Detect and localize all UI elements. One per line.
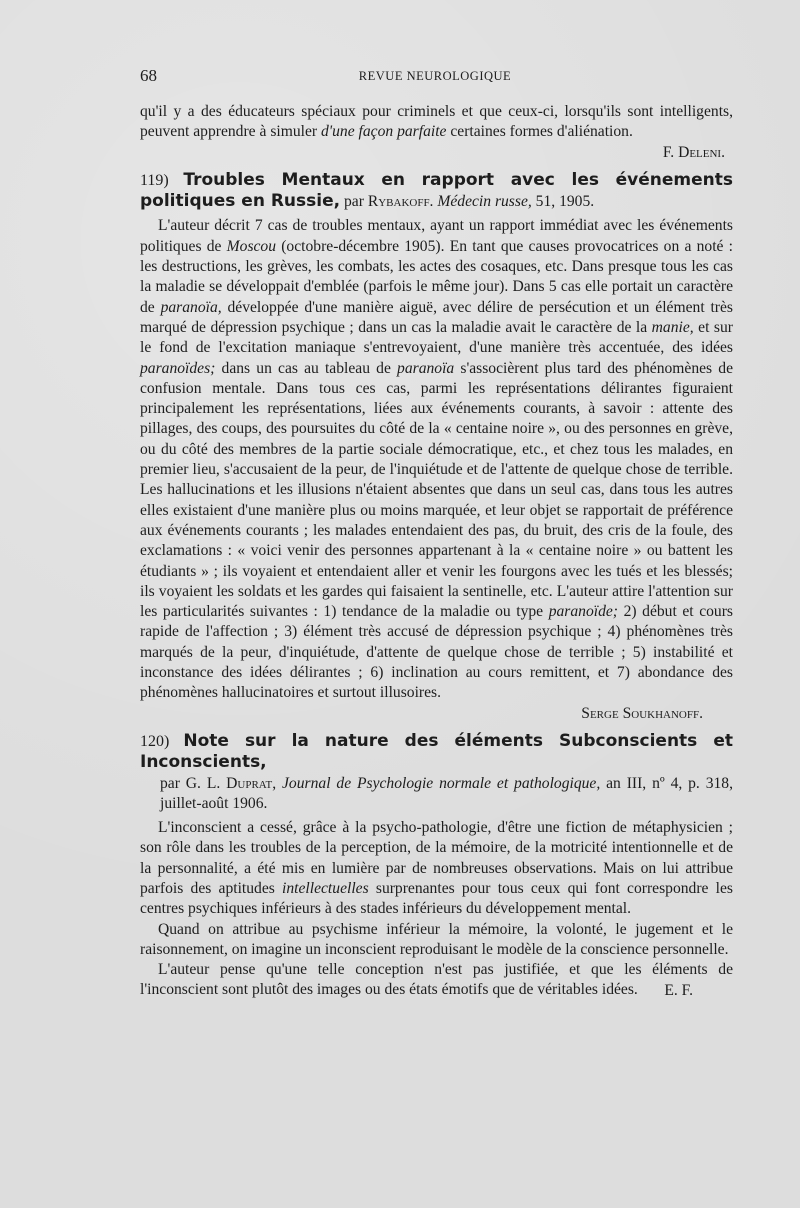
entry-author: Duprat, bbox=[226, 774, 277, 792]
emphasis: paranoïde; bbox=[548, 603, 618, 621]
text-run: 2) début et cours rapide de l'affection ; 3) élément très accusé de dépression psychique ; 4) phénomènes très marqués de la peur, d'inquiétude, d'attente de quelque chose de terrible ; 5) instabilité et inconstance des idées délirantes ; 6) inclination au cours remittent, et 7) abondance des phénomènes hallucinatoires et surtout illusoires. bbox=[140, 603, 733, 702]
entry-citation: an III, nº 4, p. 318, juillet-août 1906. bbox=[160, 774, 733, 812]
signature-text: Serge Soukhanoff. bbox=[581, 704, 703, 722]
entry-by: par G. L. bbox=[160, 774, 227, 792]
emphasis: paranoïa bbox=[397, 359, 455, 377]
continuation-text: qu'il y a des éducateurs spéciaux pour criminels et que ceux-ci, lorsqu'ils sont intelligents, peuvent apprendre à simuler bbox=[140, 103, 733, 141]
text-run: (octobre-décembre 1905). En tant que causes provocatrices on a noté : les destructions, les grèves, les combats, les actes des cosaques, etc. Dans presque tous les cas la maladie se développait d'emblée (parfois le même jour). Dans 5 cas elle portait un caractère de bbox=[140, 237, 733, 316]
emphasis: paranoïdes; bbox=[140, 359, 216, 377]
entry-120-heading bbox=[140, 731, 733, 814]
emphasis: manie, bbox=[651, 318, 694, 336]
entry-number: 119) bbox=[140, 171, 169, 189]
entry-119-title-line bbox=[140, 170, 733, 213]
continuation-paragraph bbox=[140, 102, 733, 143]
signature-deleni bbox=[140, 143, 733, 163]
page-number: 68 bbox=[140, 66, 157, 85]
emphasis: intellectuelles bbox=[282, 879, 369, 897]
emphasis: paranoïa, bbox=[160, 298, 222, 316]
text-run: surprenantes pour tous ceux qui font correspondre les centres psychiques inférieurs à des stades inférieurs du développement mental. bbox=[140, 879, 733, 918]
entry-title: Note sur la nature des éléments Subconscients et Inconscients, bbox=[140, 730, 733, 773]
continuation-text-end: certaines formes d'aliénation. bbox=[446, 123, 633, 141]
page-body bbox=[140, 102, 733, 1001]
entry-119-heading bbox=[140, 170, 733, 213]
text-run: dans un cas au tableau de bbox=[215, 359, 398, 377]
signature-text: E. F. bbox=[664, 981, 693, 999]
signature-soukhanoff bbox=[140, 704, 733, 724]
emphasis: Moscou bbox=[226, 237, 277, 255]
page-header bbox=[140, 64, 730, 88]
entry-120-citation bbox=[140, 774, 733, 815]
entry-120-paragraph-3: L'auteur pense qu'une telle conception n'est pas justifiée, et que les éléments de l'inconscient sont plutôt des images ou des états émotifs que de véritables idées. bbox=[140, 961, 733, 999]
text-run: L'auteur décrit 7 cas de troubles mentaux, ayant un rapport immédiat avec les événements politiques de bbox=[140, 217, 733, 255]
entry-title: Troubles Mentaux en rapport avec les événements politiques en Russie, bbox=[140, 169, 733, 212]
entry-120-paragraph-1 bbox=[140, 818, 733, 919]
entry-119-text bbox=[140, 216, 733, 703]
entry-author: Rybakoff. bbox=[367, 193, 434, 211]
text-run: s'associèrent plus tard des phénomènes de confusion mentale. Dans tous ces cas, parmi les représentations délirantes figuraient principalement les représentations, liées aux événements courants, à savoir : attente des pillages, des coups, des poursuites du côté de la « centaine noire », ou des personnes en grève, ou du côté des membres de la partie sociale démocratique, etc., et chez tous les malades, en premier lieu, s'accusaient de la peur, de l'inquiétude et de l'attente de quelque chose de terrible. Les hallucinations et les illusions n'étaient absentes que dans un seul cas, dans tous les autres elles existaient d'une manière plus ou moins marquée, et leur objet se rapportait de préférence aux événements courants ; les malades entendaient des pas, du bruit, des cris de la foule, des exclamations : « voici venir des personnes appartenant à la « centaine noire » ou battent les étudiants » ; ils voyaient et entendaient aller et venir les fourgons avec les tués et les blessés; ils voyaient les soldats et les gardes qui faisaient la sentinelle, etc. L'auteur attire l'attention sur les particularités suivantes : 1) tendance de la maladie ou type bbox=[140, 359, 734, 621]
entry-120-title-line bbox=[140, 731, 733, 774]
entry-120-paragraph-2: Quand on attribue au psychisme inférieur la mémoire, la volonté, le jugement et le raisonnement, on imagine un inconscient reproduisant le modèle de la conscience personnelle. bbox=[140, 920, 733, 958]
text-run: L'inconscient a cessé, grâce à la psycho-pathologie, d'être une fiction de métaphysicien ; son rôle dans les troubles de la perception, de la mémoire, de la motricité intentionnelle et de la personnalité, a été mis en lumière par de nombreuses observations. Mais on lui attribue parfois des aptitudes bbox=[140, 819, 733, 897]
running-title: REVUE NEUROLOGIQUE bbox=[358, 69, 512, 83]
entry-citation: 51, 1905. bbox=[531, 193, 595, 211]
entry-by: par bbox=[340, 193, 368, 211]
text-run: et sur le fond de l'excitation maniaque s'entrevoyaient, d'une manière très accentuée, des idées bbox=[140, 318, 733, 357]
entry-number: 120) bbox=[140, 732, 170, 750]
text-run: développée d'une manière aiguë, avec délire de persécution et un élément très marqué de dépression psychique ; dans un cas la maladie avait le caractère de la bbox=[140, 298, 733, 336]
continuation-emphasis: d'une façon parfaite bbox=[321, 123, 447, 141]
signature-text: F. Deleni. bbox=[662, 143, 725, 161]
entry-journal: Journal de Psychologie normale et pathologique, bbox=[276, 774, 601, 792]
entry-journal: Médecin russe, bbox=[433, 193, 532, 211]
